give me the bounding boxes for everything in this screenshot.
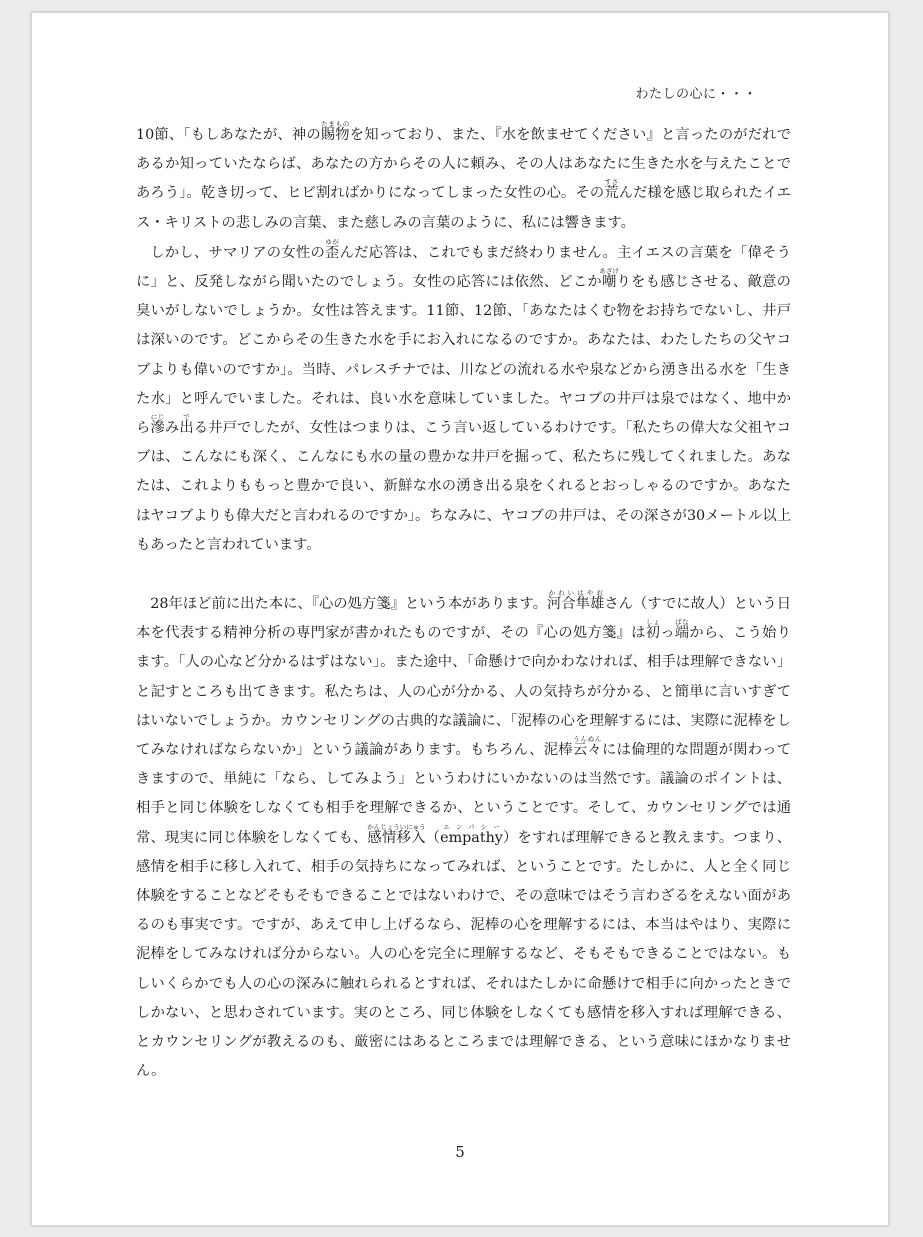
document-body xyxy=(136,120,791,1087)
running-header: わたしの心に・・・ xyxy=(635,87,757,102)
paragraph-1: 10節、「もしあなたが、神の賜物たまものを知っており、また、『水を飲ませてください』と言ったのがだれであるか知っていたならば、あなたの方からその人に頼み、その人はあなたに生きた水を与えたことであろう」。乾き切って、ヒビ割ればかりになってしまった女性の心。その荒すさんだ様を感じ取られたイエス・キリストの悲しみの言葉、また慈しみの言葉のように、私には響きます。 xyxy=(136,120,791,231)
paragraph-gap xyxy=(136,560,791,589)
page-number: 5 xyxy=(455,1143,465,1161)
document-page xyxy=(31,12,889,1226)
paragraph-3: 28年ほど前に出た本に、『心の処方箋』という本があります。河合かわい隼雄はやおさん（すでに故人）という日本を代表する精神分析の専門家が書かれたものですが、その『心の処方箋』は初しょっ端ぱなから、こう始ります。「人の心など分かるはずはない」。また途中、「命懸けで向かわなければ、相手は理解できない」と記すところも出てきます。私たちは、人の心が分かる、人の気持ちが分かる、と簡単に言いすぎてはいないでしょうか。カウンセリングの古典的な議論に、「泥棒の心を理解するには、実際に泥棒をしてみなければならないか」という議論があります。もちろん、泥棒云々うんぬんには倫理的な問題が関わってきますので、単純に「なら、してみよう」というわけにいかないのは当然です。議論のポイントは、相手と同じ体験をしなくても相手を理解できるか、ということです。そして、カウンセリングでは通常、現実に同じ体験をしなくても、感情移入かんじょういにゅう（empathyエンパシー）をすれば理解できると教えます。つまり、感情を相手に移し入れて、相手の気持ちになってみれば、ということです。たしかに、人と全く同じ体験をすることなどそもそもできることではないわけで、その意味ではそう言わざるをえない面があるのも事実です。ですが、あえて申し上げるなら、泥棒の心を理解するには、本当はやはり、実際に泥棒をしてみなければ分からない。人の心を完全に理解するなど、そもそもできることではない。もしいくらかでも人の心の深みに触れられるとすれば、それはたしかに命懸けで相手に向かったときでしかない、と思わされています。実のところ、同じ体験をしなくても感情を移入すれば理解できる、とカウンセリングが教えるのも、厳密にはあるところまでは理解できる、という意味にほかなりません。 xyxy=(136,589,792,1080)
paragraph-2: しかし、サマリアの女性の歪ゆがんだ応答は、これでもまだ終わりません。主イエスの言葉を「偉そうに」と、反発しながら聞いたのでしょう。女性の応答には依然、どこか嘲あざけりをも感じさせる、敵意の臭いがしないでしょうか。女性は答えます。11節、12節、「あなたはくむ物をお持ちでないし、井戸は深いのです。どこからその生きた水を手にお入れになるのですか。あなたは、わたしたちの父ヤコブよりも偉いのですか」。当時、パレスチナでは、川などの流れる水や泉などから湧き出る水を「生きた水」と呼んでいました。それは、良い水を意味していました。ヤコブの井戸は泉ではなく、地中から滲にじみ出でる井戸でしたが、女性はつまりは、こう言い返しているわけです。「私たちの偉大な父祖ヤコブは、こんなにも深く、こんなにも水の量の豊かな井戸を掘って、私たちに残してくれました。あなたは、これよりももっと豊かで良い、新鮮な水の湧き出る泉をくれるとおっしゃるのですか。あなたはヤコブよりも偉大だと言われるのですか」。ちなみに、ヤコブの井戸は、その深さが30メートル以上もあったと言われています。 xyxy=(136,237,792,553)
ruby-annotation: 賜物たまもの xyxy=(320,120,350,143)
ruby-annotation: 荒すさ xyxy=(604,178,619,202)
